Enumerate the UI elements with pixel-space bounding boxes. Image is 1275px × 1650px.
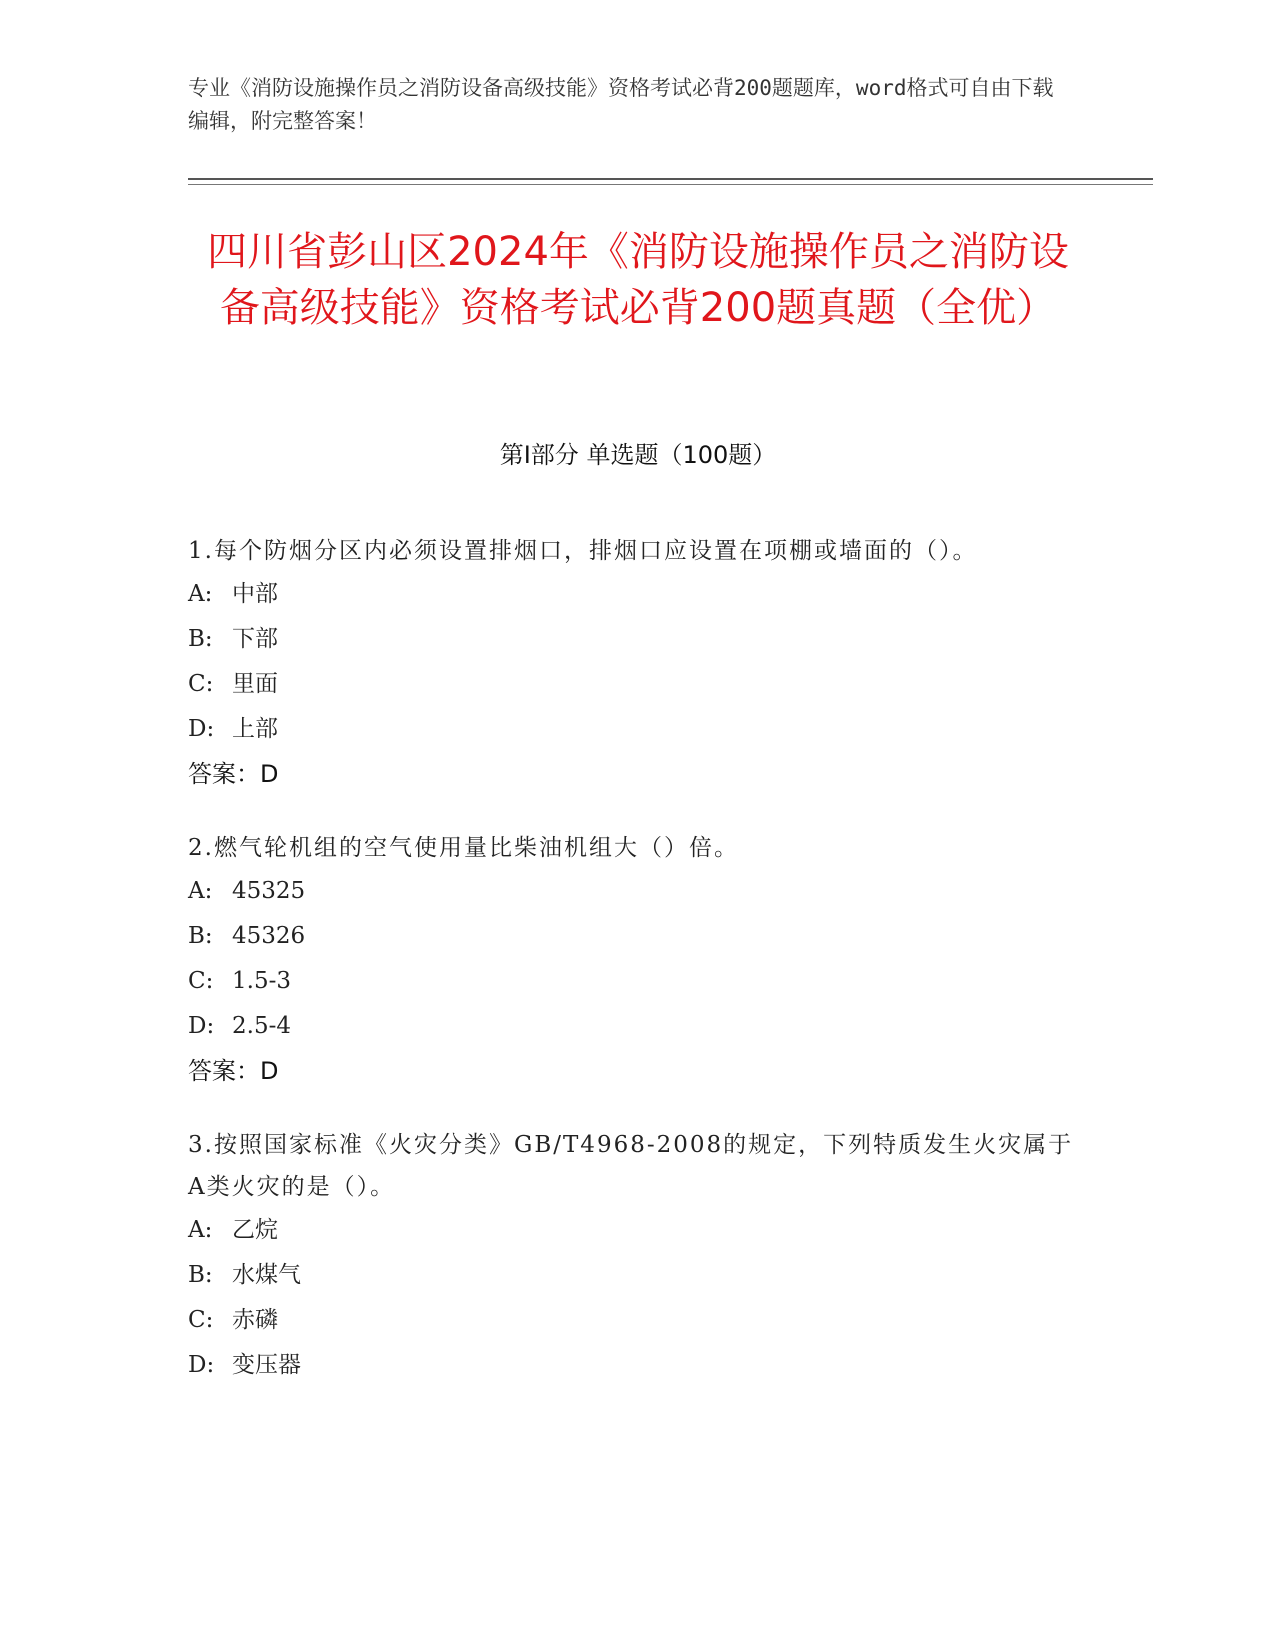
option-row: [188, 1004, 1088, 1049]
option-text: 上部: [232, 716, 278, 742]
option-letter: A:: [188, 581, 213, 607]
option-letter: D:: [188, 716, 215, 742]
option-row: [188, 914, 1088, 959]
option-text: 中部: [232, 581, 278, 607]
option-letter: C:: [188, 968, 214, 994]
option-text: 乙烷: [232, 1217, 278, 1243]
option-letter: D:: [188, 1352, 215, 1378]
option-row: [188, 1343, 1088, 1388]
header-divider-thin: [188, 184, 1153, 185]
answer-value: D: [260, 1057, 279, 1085]
option-text: 变压器: [232, 1352, 301, 1378]
option-letter: A:: [188, 1217, 213, 1243]
option-text: 里面: [232, 671, 278, 697]
option-row: [188, 1208, 1088, 1253]
option-row: [188, 869, 1088, 914]
option-text: 1.5-3: [232, 968, 291, 994]
option-text: 水煤气: [232, 1262, 301, 1288]
header-divider: [188, 178, 1153, 180]
question-text: 3.按照国家标准《火灾分类》GB/T4968-2008的规定，下列特质发生火灾属于A类火灾的是（）。: [188, 1132, 1074, 1200]
answer-label: 答案：: [188, 1057, 260, 1085]
question-block: [188, 827, 1088, 1094]
option-text: 45326: [232, 923, 306, 949]
option-row: [188, 707, 1088, 752]
option-letter: C:: [188, 1307, 214, 1333]
question-text: 2.燃气轮机组的空气使用量比柴油机组大（）倍。: [188, 835, 739, 861]
option-letter: C:: [188, 671, 214, 697]
answer-line: [188, 1049, 1088, 1094]
option-text: 赤磷: [232, 1307, 278, 1333]
option-text: 45325: [232, 878, 306, 904]
option-text: 下部: [232, 626, 278, 652]
option-row: [188, 617, 1088, 662]
question-block: [188, 530, 1088, 797]
option-letter: A:: [188, 878, 213, 904]
document-title: 四川省彭山区2024年《消防设施操作员之消防设备高级技能》资格考试必背200题真题（全优）: [207, 229, 1069, 331]
option-letter: D:: [188, 1013, 215, 1039]
option-row: [188, 1298, 1088, 1343]
header-note: 专业《消防设施操作员之消防设备高级技能》资格考试必背200题题库，word格式可自由下载编辑，附完整答案！: [188, 76, 1054, 133]
option-row: [188, 572, 1088, 617]
question-block: [188, 1124, 1088, 1388]
option-row: [188, 662, 1088, 707]
answer-label: 答案：: [188, 760, 260, 788]
option-letter: B:: [188, 626, 213, 652]
option-row: [188, 1253, 1088, 1298]
option-letter: B:: [188, 923, 213, 949]
question-list: [188, 530, 1088, 1418]
section-title: 第I部分 单选题（100题）: [499, 441, 777, 469]
option-text: 2.5-4: [232, 1013, 291, 1039]
answer-line: [188, 752, 1088, 797]
option-letter: B:: [188, 1262, 213, 1288]
question-text: 1.每个防烟分区内必须设置排烟口，排烟口应设置在项棚或墙面的（）。: [188, 538, 978, 564]
answer-value: D: [260, 760, 279, 788]
option-row: [188, 959, 1088, 1004]
